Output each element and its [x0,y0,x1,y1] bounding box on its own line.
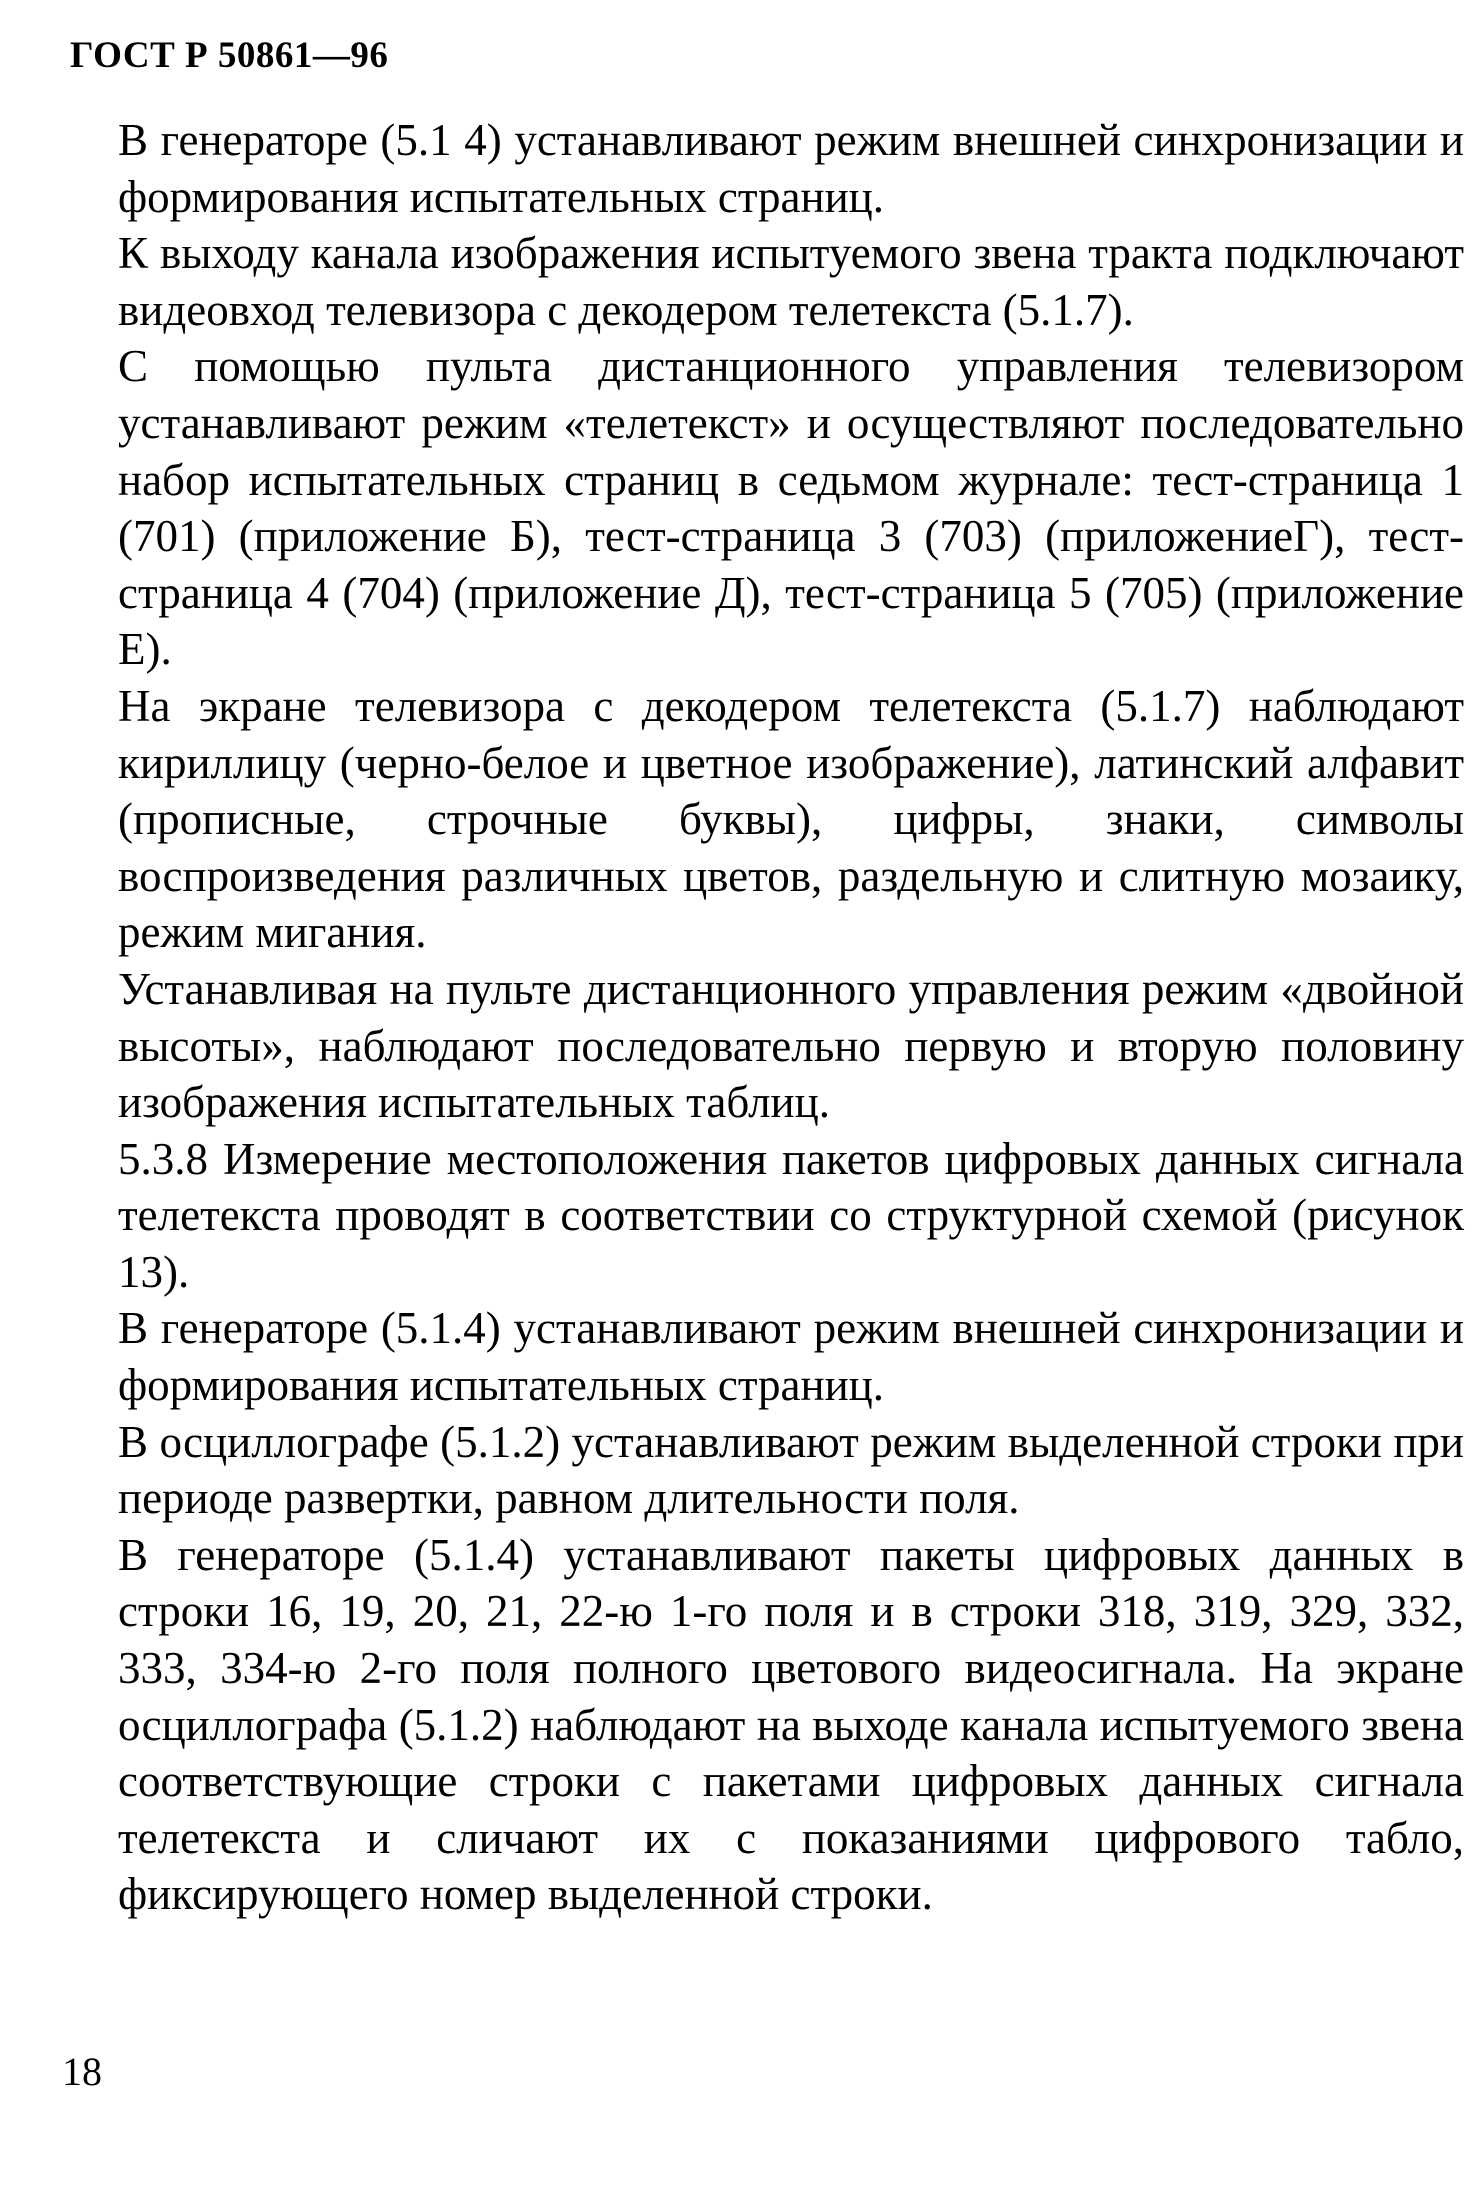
paragraph-8: В осциллографе (5.1.2) устанавливают режим выделенной строки при периоде развертки, равном длительности поля. [118,1416,1464,1524]
document-header: ГОСТ Р 50861—96 [70,35,389,76]
paragraph-5: Устанавливая на пульте дистанционного управления режим «двойной высоты», наблюдают последовательно первую и вторую половину изображения испытательных таблиц. [118,963,1464,1128]
paragraph-2: К выходу канала изображения испытуемого звена тракта подключают видеовход телевизора с декодером телетекста (5.1.7). [118,228,1464,335]
paragraph-3: С помощью пульта дистанционного управления телевизором устанавливают режим «телетекст» и осуществляют последовательно набор испытательных страниц в седьмом журнале: тест-страница 1 (701) (приложение Б), тест-страница 3 (703) (приложениеГ), тест-страница 4 (704) (приложение Д), тест-страница 5 (705) (приложение Е). [118,341,1464,675]
paragraph-6: 5.3.8 Измерение местоположения пакетов цифровых данных сигнала телетекста проводят в соответствии со структурной схемой (рисунок 13). [118,1133,1464,1297]
paragraph-4: На экране телевизора с декодером телетекста (5.1.7) наблюдают кириллицу (черно-белое и цветное изображение), латинский алфавит (прописные, строчные буквы), цифры, знаки, символы воспроизведения различных цветов, раздельную и слитную мозаику, режим мигания. [118,680,1464,958]
paragraph-1: В генераторе (5.1 4) устанавливают режим внешней синхронизации и формирования испытательных страниц. [118,115,1464,222]
document-body [118,112,1464,1923]
paragraph-7: В генераторе (5.1.4) устанавливают режим внешней синхронизации и формирования испытательных страниц. [118,1303,1464,1411]
page-number: 18 [62,2049,102,2094]
paragraph-9: В генераторе (5.1.4) устанавливают пакеты цифровых данных в строки 16, 19, 20, 21, 22-ю 1-го поля и в строки 318, 319, 329, 332, 333, 334-ю 2-го поля полного цветового видеосигнала. На экране осциллографа (5.1.2) наблюдают на выходе канала испытуемого звена соответствующие строки с пакетами цифровых данных сигнала телетекста и сличают их с показаниями цифрового табло, фиксирующего номер выделенной строки. [118,1529,1464,1920]
